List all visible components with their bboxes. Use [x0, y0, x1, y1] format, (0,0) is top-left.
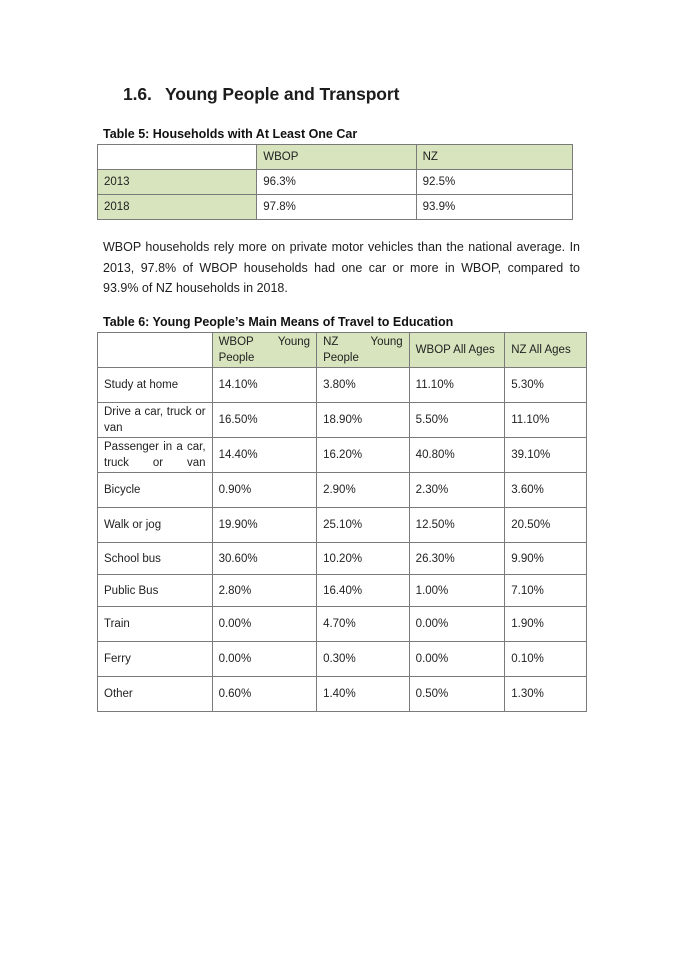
table-row-label: Other	[98, 677, 213, 712]
table-row-label: Bicycle	[98, 473, 213, 508]
table-row-label: 2013	[98, 170, 257, 195]
section-heading	[123, 84, 399, 105]
table-cell: 0.00%	[212, 642, 317, 677]
table-cell: 1.40%	[317, 677, 410, 712]
table-cell: 0.10%	[505, 642, 587, 677]
table-row	[98, 575, 587, 607]
table-row-label: School bus	[98, 543, 213, 575]
table-cell: 0.00%	[409, 607, 505, 642]
table-header-cell: WBOP All Ages	[409, 333, 505, 368]
table-cell: 39.10%	[505, 438, 587, 473]
section-number: 1.6.	[123, 84, 152, 104]
table-row-label: Drive a car, truck or van	[98, 403, 213, 438]
table-header-cell	[98, 145, 257, 170]
table-cell: 5.50%	[409, 403, 505, 438]
table-header-cell	[98, 333, 213, 368]
table-cell: 19.90%	[212, 508, 317, 543]
table-cell: 4.70%	[317, 607, 410, 642]
table-cell: 20.50%	[505, 508, 587, 543]
table-cell: 16.40%	[317, 575, 410, 607]
table5-caption: Table 5: Households with At Least One Car	[103, 127, 358, 141]
table-cell: 0.00%	[212, 607, 317, 642]
table-row	[98, 508, 587, 543]
table-header-cell: WBOP	[257, 145, 416, 170]
table-row	[98, 473, 587, 508]
table-row	[98, 607, 587, 642]
table-header-cell: NZ All Ages	[505, 333, 587, 368]
table-cell: 1.90%	[505, 607, 587, 642]
table-row	[98, 438, 587, 473]
table-cell: 30.60%	[212, 543, 317, 575]
body-paragraph: WBOP households rely more on private motor vehicles than the national average. In 2013, 97.8% of WBOP households had one car or more in WBOP, compared to 93.9% of NZ households in 2018.	[103, 240, 580, 295]
table-cell: 5.30%	[505, 368, 587, 403]
table-row	[98, 677, 587, 712]
table-row	[98, 368, 587, 403]
table-row	[98, 170, 573, 195]
table-cell: 40.80%	[409, 438, 505, 473]
table-cell: 7.10%	[505, 575, 587, 607]
table-row-label: Study at home	[98, 368, 213, 403]
table-row-label: Train	[98, 607, 213, 642]
table-cell: 1.30%	[505, 677, 587, 712]
table-cell: 2.90%	[317, 473, 410, 508]
table-cell: 2.30%	[409, 473, 505, 508]
table-cell: 11.10%	[505, 403, 587, 438]
table-header-cell: WBOP Young People	[212, 333, 317, 368]
table-cell: 18.90%	[317, 403, 410, 438]
table-row-label: Walk or jog	[98, 508, 213, 543]
travel-to-education-table	[97, 332, 587, 712]
table-header-row	[98, 333, 587, 368]
table-cell: 12.50%	[409, 508, 505, 543]
table-cell: 26.30%	[409, 543, 505, 575]
table-cell: 14.40%	[212, 438, 317, 473]
table-cell: 10.20%	[317, 543, 410, 575]
table-cell: 3.80%	[317, 368, 410, 403]
table-cell: 2.80%	[212, 575, 317, 607]
table-row	[98, 543, 587, 575]
table-cell: 11.10%	[409, 368, 505, 403]
table-cell: 0.90%	[212, 473, 317, 508]
table-cell: 0.00%	[409, 642, 505, 677]
table-row	[98, 195, 573, 220]
section-title: Young People and Transport	[165, 84, 400, 104]
table-header-row	[98, 145, 573, 170]
table-row-label: Ferry	[98, 642, 213, 677]
table-cell: 25.10%	[317, 508, 410, 543]
table-cell: 1.00%	[409, 575, 505, 607]
table-cell: 16.50%	[212, 403, 317, 438]
table-cell: 96.3%	[257, 170, 416, 195]
table-row	[98, 403, 587, 438]
table-row-label: 2018	[98, 195, 257, 220]
table-cell: 16.20%	[317, 438, 410, 473]
households-car-table	[97, 144, 573, 220]
table-row-label: Passenger in a car, truck or van	[98, 438, 213, 473]
table-cell: 3.60%	[505, 473, 587, 508]
table-cell: 0.30%	[317, 642, 410, 677]
table-row-label: Public Bus	[98, 575, 213, 607]
table6-caption: Table 6: Young People’s Main Means of Travel to Education	[103, 315, 454, 329]
table-cell: 0.60%	[212, 677, 317, 712]
table-cell: 97.8%	[257, 195, 416, 220]
table-cell: 14.10%	[212, 368, 317, 403]
table-header-cell: NZ Young People	[317, 333, 410, 368]
table-cell: 92.5%	[416, 170, 572, 195]
table-cell: 9.90%	[505, 543, 587, 575]
table-row	[98, 642, 587, 677]
table-cell: 93.9%	[416, 195, 572, 220]
table-cell: 0.50%	[409, 677, 505, 712]
table-header-cell: NZ	[416, 145, 572, 170]
